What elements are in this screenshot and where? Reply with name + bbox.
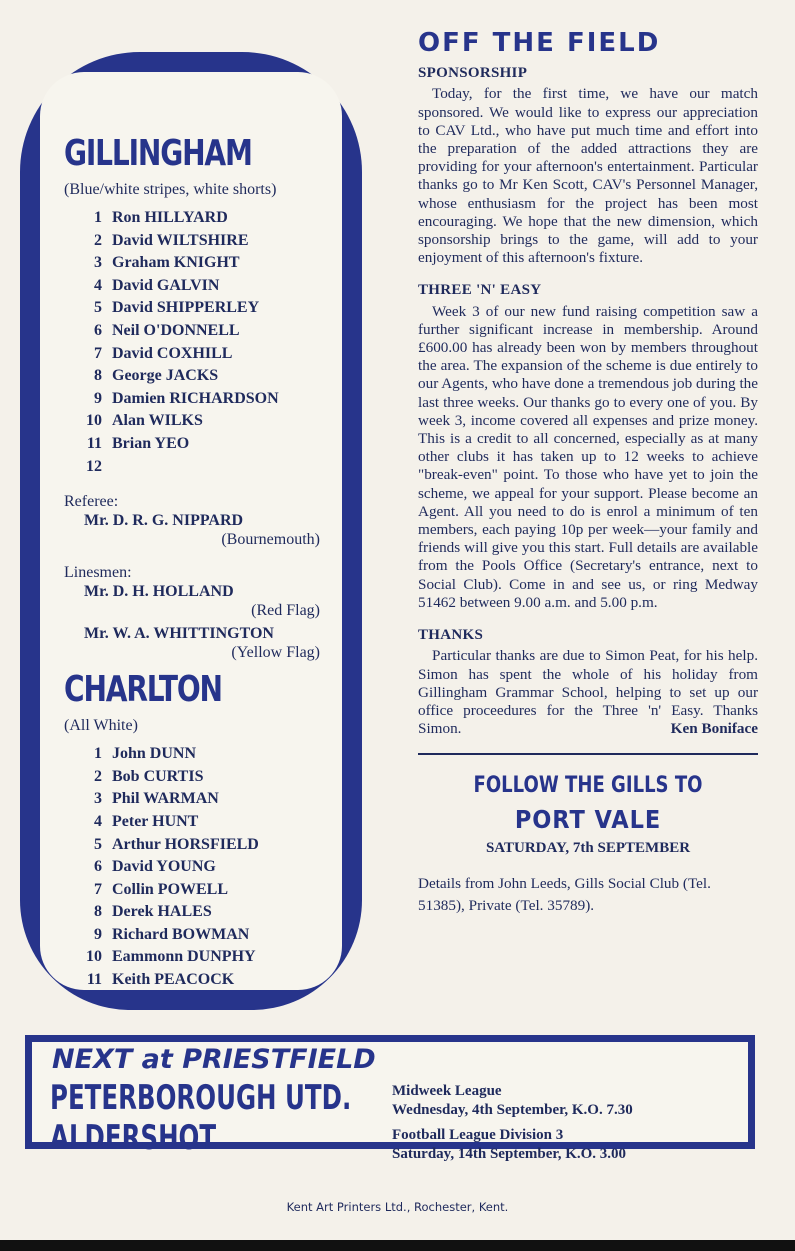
player-name: Richard BOWMAN — [112, 925, 250, 943]
referee-town: (Bournemouth) — [221, 531, 320, 549]
home-team-colours: (Blue/white stripes, white shorts) — [64, 181, 277, 198]
player-number: 1 — [94, 745, 102, 763]
player-number: 5 — [94, 299, 102, 317]
player-name: Peter HUNT — [112, 812, 199, 830]
player-number: 4 — [94, 276, 102, 294]
away-team-colours: (All White) — [64, 717, 138, 735]
player-number: 3 — [94, 790, 102, 808]
home-player-row — [72, 433, 324, 456]
home-player-row — [72, 365, 324, 388]
player-number: 12 — [86, 457, 102, 475]
three-n-easy-text: Week 3 of our new fund raising competition saw a further significant increase in membership. Around £600.00 has already been won by members throughout the area. The expansion of the scheme is due entirely to our Agents, who have done a tremendous job during the last three weeks. Our thanks go to every one of you. By week 3, income covered all expenses and prize money. This is a credit to all concerned, especially as at many other clubs it has taken up to 12 weeks to achieve "break-even" point. To those who have yet to join the scheme, we appeal for your support. Please become an Agent. All you need to do is enrol a minimum of ten members, each paying 10p per week—your family and friends will give you this start. Full details are available from the Pools Office (Secretary's entrance, next to Social Club). Come in and see us, or ring Medway 51462 between 9.00 a.m. and 5.00 p.m. — [418, 302, 758, 611]
next-at-priestfield-box — [25, 1035, 755, 1162]
player-name: Bob CURTIS — [112, 767, 204, 785]
player-number: 9 — [94, 925, 102, 943]
player-number: 3 — [94, 254, 102, 272]
linesman2-name: Mr. W. A. WHITTINGTON — [84, 625, 274, 643]
player-name: Keith PEACOCK — [112, 971, 235, 989]
follow-gills-heading: FOLLOW THE GILLS TO — [473, 772, 703, 798]
player-number: 11 — [86, 971, 102, 989]
player-name: David SHIPPERLEY — [112, 299, 260, 317]
printer-credit: Kent Art Printers Ltd., Rochester, Kent. — [286, 1200, 509, 1214]
home-player-row — [72, 456, 324, 479]
player-number: 4 — [94, 812, 102, 830]
sponsorship-text: Today, for the first time, we have our match sponsored. We would like to express our appreciation to CAV Ltd., who have put much time and effort into the preparation of the added attractions they are providing for your afternoon's entertainment. Particular thanks go to Mr Ken Scott, CAV's Personnel Manager, whose enthusiasm for the project has been most encouraging. We hope that the new dimension, which sponsorship brings to the game, will add to your enjoyment of this afternoon's fixture. — [418, 85, 758, 267]
player-name: John DUNN — [112, 745, 197, 763]
home-player-row — [72, 410, 324, 433]
away-player-row — [72, 946, 324, 969]
player-name: George JACKS — [112, 367, 219, 385]
player-name: Ron HILLYARD — [112, 209, 228, 226]
section-divider — [418, 753, 758, 755]
home-player-row — [72, 207, 324, 230]
player-number: 1 — [94, 209, 102, 226]
signature: Ken Boniface — [670, 720, 758, 738]
player-name: Neil O'DONNELL — [112, 321, 240, 339]
player-name: Phil WARMAN — [112, 790, 219, 808]
referee-name: Mr. D. R. G. NIPPARD — [84, 512, 244, 530]
away-player-row — [72, 766, 324, 789]
player-number: 6 — [94, 321, 102, 339]
fixture-2 — [392, 1126, 626, 1164]
off-the-field-column — [418, 28, 758, 917]
away-player-row — [72, 834, 324, 857]
sponsorship-heading: SPONSORSHIP — [418, 65, 528, 82]
fixture-1 — [392, 1082, 633, 1120]
team-sheet-inner — [40, 72, 342, 990]
player-number: 2 — [94, 231, 102, 249]
next-at-priestfield-title: NEXT at PRIESTFIELD — [52, 1044, 376, 1075]
player-name: David COXHILL — [112, 344, 233, 362]
referee-label: Referee: — [64, 493, 119, 511]
away-player-row — [72, 901, 324, 924]
fixture-1-competition: Midweek League — [392, 1083, 502, 1099]
player-name: Brian YEO — [112, 434, 190, 452]
away-player-row — [72, 879, 324, 902]
player-name: Eammonn DUNPHY — [112, 948, 256, 966]
home-player-row — [72, 275, 324, 298]
linesmen-label: Linesmen: — [64, 564, 132, 582]
three-n-easy-heading: THREE 'N' EASY — [418, 282, 542, 299]
fixture-2-date: Saturday, 14th September, K.O. 3.00 — [392, 1146, 627, 1162]
home-player-row — [72, 320, 324, 343]
away-player-list — [72, 743, 324, 990]
next-opponent-1: PETERBOROUGH UTD. — [50, 1078, 352, 1118]
page-bottom-edge — [0, 1240, 795, 1251]
player-number: 7 — [94, 880, 102, 898]
player-number: 10 — [86, 412, 102, 430]
home-player-row — [72, 343, 324, 366]
player-name: Damien RICHARDSON — [112, 389, 279, 407]
player-number: 9 — [94, 389, 102, 407]
away-player-row — [72, 969, 324, 990]
player-number: 6 — [94, 858, 102, 876]
away-player-row — [72, 788, 324, 811]
player-number: 2 — [94, 767, 102, 785]
home-player-row — [72, 388, 324, 411]
player-name: Graham KNIGHT — [112, 254, 240, 272]
player-name: Derek HALES — [112, 903, 212, 921]
away-player-row — [72, 856, 324, 879]
fixture-2-competition: Football League Division 3 — [392, 1127, 564, 1143]
away-player-row — [72, 811, 324, 834]
next-opponent-2: ALDERSHOT — [50, 1118, 217, 1158]
fixture-1-date: Wednesday, 4th September, K.O. 7.30 — [392, 1102, 633, 1118]
player-number: 10 — [86, 948, 102, 966]
player-number: 11 — [86, 434, 102, 452]
home-player-row — [72, 252, 324, 275]
player-name: David YOUNG — [112, 858, 216, 876]
off-the-field-title: OFF THE FIELD — [418, 28, 661, 58]
thanks-heading: THANKS — [418, 627, 484, 644]
player-number: 8 — [94, 903, 102, 921]
away-team-name: CHARLTON — [64, 669, 222, 711]
player-name: Collin POWELL — [112, 880, 229, 898]
home-player-row — [72, 230, 324, 253]
team-sheet-panel — [20, 52, 362, 1010]
player-number: 7 — [94, 344, 102, 362]
home-player-row — [72, 297, 324, 320]
player-name: Alan WILKS — [112, 412, 203, 430]
linesman1-flag: (Red Flag) — [251, 602, 320, 620]
away-destination: PORT VALE — [514, 804, 662, 834]
home-player-list — [72, 207, 324, 478]
away-player-row — [72, 743, 324, 766]
player-number: 8 — [94, 367, 102, 385]
player-name: David GALVIN — [112, 276, 220, 294]
thanks-text: Particular thanks are due to Simon Peat, for his help. Simon has spent the whole of his holiday from Gillingham Grammar School, helping to set up our office proceedures for the Three 'n' Easy. Thanks Simon. — [418, 647, 758, 738]
linesman1-name: Mr. D. H. HOLLAND — [84, 583, 234, 601]
player-name: David WILTSHIRE — [112, 231, 249, 249]
player-name: Arthur HORSFIELD — [112, 835, 259, 853]
away-player-row — [72, 924, 324, 947]
home-team-name: GILLINGHAM — [64, 133, 252, 174]
match-officials — [64, 492, 324, 662]
linesman2-flag: (Yellow Flag) — [231, 644, 320, 662]
away-date: SATURDAY, 7th SEPTEMBER — [485, 839, 691, 856]
player-number: 5 — [94, 835, 102, 853]
travel-details: Details from John Leeds, Gills Social Club (Tel. 51385), Private (Tel. 35789). — [418, 875, 711, 915]
